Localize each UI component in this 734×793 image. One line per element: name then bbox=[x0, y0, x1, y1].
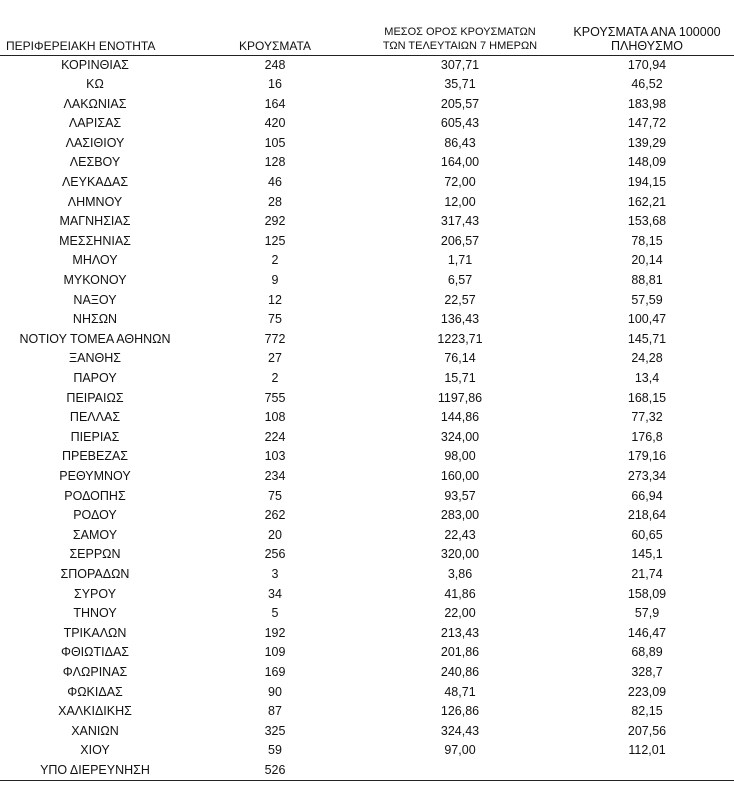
table-row bbox=[0, 428, 734, 448]
table-row bbox=[0, 55, 734, 75]
table-row bbox=[0, 447, 734, 467]
cell-cases: 59 bbox=[268, 743, 282, 758]
cases-table bbox=[0, 10, 734, 781]
cell-per100k: 168,15 bbox=[627, 390, 667, 405]
cell-per100k: 68,89 bbox=[631, 645, 663, 660]
cell-per100k: 82,15 bbox=[631, 704, 663, 719]
cell-region: ΝΟΤΙΟΥ ΤΟΜΕΑ ΑΘΗΝΩΝ bbox=[19, 331, 171, 346]
cell-region: ΦΘΙΩΤΙΔΑΣ bbox=[60, 645, 130, 660]
table-row bbox=[0, 389, 734, 409]
cell-cases: 420 bbox=[264, 116, 286, 131]
table-row bbox=[0, 585, 734, 605]
table-row bbox=[0, 310, 734, 330]
cell-per100k: 176,8 bbox=[631, 429, 663, 444]
cell-cases: 108 bbox=[264, 410, 286, 425]
cell-per100k: 207,56 bbox=[627, 723, 667, 738]
cell-avg7: 15,71 bbox=[444, 371, 476, 385]
cell-avg7: 93,57 bbox=[444, 488, 476, 503]
cell-avg7: 307,71 bbox=[440, 57, 480, 72]
cell-avg7: 1223,71 bbox=[437, 331, 483, 346]
table-row bbox=[0, 487, 734, 507]
cell-avg7: 213,43 bbox=[440, 625, 480, 640]
cell-region: ΧΑΛΚΙΔΙΚΗΣ bbox=[58, 704, 132, 719]
table-row bbox=[0, 545, 734, 565]
cell-cases: 224 bbox=[264, 429, 286, 444]
cell-cases: 325 bbox=[264, 723, 286, 738]
table-row bbox=[0, 624, 734, 644]
cell-avg7: 206,57 bbox=[440, 233, 480, 248]
table-row bbox=[0, 193, 734, 213]
table-row bbox=[0, 663, 734, 683]
cell-region: ΧΑΝΙΩΝ bbox=[71, 723, 119, 738]
cell-cases: 256 bbox=[264, 547, 286, 562]
cell-region: ΛΑΚΩΝΙΑΣ bbox=[63, 96, 127, 111]
cell-region: ΠΕΛΛΑΣ bbox=[69, 410, 121, 425]
header-per100k: ΚΡΟΥΣΜΑΤΑ ΑΝΑ 100000 ΠΛΗΘΥΣΜΟ bbox=[560, 10, 734, 55]
cell-cases: 5 bbox=[271, 606, 279, 621]
table-row bbox=[0, 741, 734, 761]
table-row bbox=[0, 369, 734, 389]
cell-avg7: 1,71 bbox=[447, 253, 473, 268]
cell-region: ΤΗΝΟΥ bbox=[73, 606, 117, 621]
cell-avg7: 317,43 bbox=[440, 214, 480, 229]
cell-per100k: 57,59 bbox=[631, 292, 663, 307]
cell-cases: 90 bbox=[268, 684, 282, 699]
cell-region: ΝΑΞΟΥ bbox=[73, 292, 117, 307]
cell-per100k: 146,47 bbox=[627, 625, 667, 640]
cell-per100k: 57,9 bbox=[634, 606, 660, 621]
cell-per100k: 273,34 bbox=[627, 468, 667, 483]
header-cases: ΚΡΟΥΣΜΑΤΑ bbox=[190, 10, 360, 55]
cell-avg7: 160,00 bbox=[440, 468, 480, 483]
cell-avg7: 320,00 bbox=[440, 547, 480, 562]
cell-cases: 9 bbox=[271, 273, 279, 288]
cell-region: ΦΛΩΡΙΝΑΣ bbox=[62, 664, 128, 679]
cell-region: ΡΟΔΟΠΗΣ bbox=[64, 488, 126, 503]
cell-avg7: 240,86 bbox=[440, 664, 480, 679]
table-row bbox=[0, 408, 734, 428]
cell-per100k: 88,81 bbox=[631, 273, 663, 288]
cell-per100k bbox=[560, 761, 734, 781]
cell-cases: 27 bbox=[268, 351, 282, 366]
table-header bbox=[0, 10, 734, 55]
cell-region: ΣΥΡΟΥ bbox=[73, 586, 117, 601]
cell-region: ΠΑΡΟΥ bbox=[73, 371, 117, 385]
cell-region: ΤΡΙΚΑΛΩΝ bbox=[63, 625, 127, 640]
cell-cases: 234 bbox=[264, 468, 286, 483]
cell-avg7: 6,57 bbox=[447, 273, 473, 288]
cell-region: ΛΗΜΝΟΥ bbox=[67, 194, 123, 209]
table-row bbox=[0, 643, 734, 663]
cell-per100k: 170,94 bbox=[627, 57, 667, 72]
cell-per100k: 183,98 bbox=[627, 96, 667, 111]
cell-avg7: 22,57 bbox=[444, 292, 476, 307]
table-row bbox=[0, 134, 734, 154]
cell-region: ΚΩ bbox=[86, 77, 104, 92]
cell-region: ΜΗΛΟΥ bbox=[72, 253, 118, 268]
cell-region: ΛΕΣΒΟΥ bbox=[69, 155, 121, 170]
cell-avg7: 22,43 bbox=[444, 527, 476, 542]
table-row bbox=[0, 153, 734, 173]
cell-avg7: 86,43 bbox=[444, 135, 476, 150]
cell-avg7: 35,71 bbox=[444, 77, 476, 92]
cell-region: ΛΑΡΙΣΑΣ bbox=[68, 116, 122, 131]
cell-per100k: 66,94 bbox=[631, 488, 663, 503]
table-body bbox=[0, 55, 734, 781]
header-avg7: ΜΕΣΟΣ ΟΡΟΣ ΚΡΟΥΣΜΑΤΩΝ ΤΩΝ ΤΕΛΕΥΤΑΙΩΝ 7 ΗΜΕΡΩΝ bbox=[360, 10, 560, 55]
cell-cases: 292 bbox=[264, 214, 286, 229]
cell-region: ΠΡΕΒΕΖΑΣ bbox=[61, 449, 129, 464]
table-row bbox=[0, 506, 734, 526]
cell-avg7: 136,43 bbox=[440, 312, 480, 327]
cell-cases: 20 bbox=[268, 527, 282, 542]
cell-cases: 128 bbox=[264, 155, 286, 170]
cell-per100k: 153,68 bbox=[627, 214, 667, 229]
cell-per100k: 194,15 bbox=[627, 175, 667, 190]
cell-avg7: 324,00 bbox=[440, 429, 480, 444]
cell-per100k: 218,64 bbox=[627, 508, 667, 523]
cell-avg7: 144,86 bbox=[440, 410, 480, 425]
cell-region: ΝΗΣΩΝ bbox=[72, 312, 118, 327]
cell-per100k: 162,21 bbox=[627, 194, 667, 209]
cell-cases: 772 bbox=[264, 331, 286, 346]
table-row bbox=[0, 232, 734, 252]
cell-avg7: 3,86 bbox=[447, 566, 473, 581]
cell-cases: 248 bbox=[264, 57, 286, 72]
table-row bbox=[0, 271, 734, 291]
cell-cases: 75 bbox=[268, 488, 282, 503]
cell-cases: 526 bbox=[190, 761, 360, 781]
cell-region: ΜΕΣΣΗΝΙΑΣ bbox=[59, 233, 131, 248]
cell-cases: 75 bbox=[268, 312, 282, 327]
table-row bbox=[0, 761, 734, 781]
cell-cases: 192 bbox=[264, 625, 286, 640]
cell-cases: 103 bbox=[264, 449, 286, 464]
cell-cases: 169 bbox=[264, 664, 286, 679]
cell-cases: 125 bbox=[264, 233, 286, 248]
cell-avg7 bbox=[360, 761, 560, 781]
cell-per100k: 13,4 bbox=[634, 371, 660, 385]
cell-per100k: 158,09 bbox=[627, 586, 667, 601]
cell-avg7: 201,86 bbox=[440, 645, 480, 660]
table-row bbox=[0, 212, 734, 232]
table-row bbox=[0, 75, 734, 95]
cell-avg7: 324,43 bbox=[440, 723, 480, 738]
cell-per100k: 179,16 bbox=[627, 449, 667, 464]
cell-per100k: 24,28 bbox=[631, 351, 663, 366]
cell-region: ΚΟΡΙΝΘΙΑΣ bbox=[61, 57, 129, 72]
cell-cases: 2 bbox=[271, 371, 279, 385]
cell-avg7: 205,57 bbox=[440, 96, 480, 111]
header-region: ΠΕΡΙΦΕΡΕΙΑΚΗ ΕΝΟΤΗΤΑ bbox=[0, 10, 190, 55]
cell-avg7: 76,14 bbox=[444, 351, 476, 366]
table-row bbox=[0, 526, 734, 546]
cell-region: ΣΠΟΡΑΔΩΝ bbox=[60, 566, 130, 581]
cell-cases: 3 bbox=[271, 566, 279, 581]
cell-avg7: 98,00 bbox=[444, 449, 476, 464]
cell-per100k: 112,01 bbox=[628, 743, 666, 758]
cell-per100k: 78,15 bbox=[631, 233, 663, 248]
cell-cases: 28 bbox=[268, 194, 282, 209]
cell-avg7: 126,86 bbox=[440, 704, 480, 719]
cell-region: ΥΠΟ ΔΙΕΡΕΥΝΗΣΗ bbox=[0, 761, 190, 781]
table-row bbox=[0, 722, 734, 742]
cell-cases: 164 bbox=[264, 96, 286, 111]
table-row bbox=[0, 604, 734, 624]
cell-avg7: 22,00 bbox=[444, 606, 476, 621]
cell-per100k: 60,65 bbox=[631, 527, 663, 542]
cell-region: ΣΑΜΟΥ bbox=[72, 527, 118, 542]
cell-avg7: 164,00 bbox=[440, 155, 480, 170]
cell-region: ΛΕΥΚΑΔΑΣ bbox=[61, 175, 129, 190]
cell-avg7: 283,00 bbox=[440, 508, 480, 523]
cell-avg7: 12,00 bbox=[444, 194, 476, 209]
table-row bbox=[0, 251, 734, 271]
cell-avg7: 1197,86 bbox=[437, 390, 483, 405]
cell-avg7: 605,43 bbox=[440, 116, 480, 131]
cell-cases: 34 bbox=[268, 586, 282, 601]
table-row bbox=[0, 291, 734, 311]
cell-region: ΠΕΙΡΑΙΩΣ bbox=[66, 390, 124, 405]
cell-per100k: 21,74 bbox=[631, 566, 663, 581]
cell-per100k: 20,14 bbox=[631, 253, 663, 268]
cell-per100k: 77,32 bbox=[631, 410, 663, 425]
cell-region: ΜΥΚΟΝΟΥ bbox=[63, 273, 127, 288]
cell-per100k: 139,29 bbox=[627, 135, 667, 150]
cell-cases: 262 bbox=[264, 508, 286, 523]
cell-avg7: 48,71 bbox=[444, 684, 476, 699]
cell-per100k: 147,72 bbox=[627, 116, 667, 131]
cell-region: ΠΙΕΡΙΑΣ bbox=[70, 429, 120, 444]
table-row bbox=[0, 330, 734, 350]
cell-cases: 87 bbox=[268, 704, 282, 719]
cell-avg7: 97,00 bbox=[444, 743, 476, 758]
cell-region: ΛΑΣΙΘΙΟΥ bbox=[65, 135, 125, 150]
cell-per100k: 223,09 bbox=[627, 684, 667, 699]
table-row bbox=[0, 95, 734, 115]
cell-cases: 2 bbox=[271, 253, 279, 268]
cell-cases: 46 bbox=[268, 175, 282, 190]
table-row bbox=[0, 702, 734, 722]
table-row bbox=[0, 467, 734, 487]
table-row bbox=[0, 114, 734, 134]
cell-per100k: 145,1 bbox=[631, 547, 663, 562]
table-row bbox=[0, 565, 734, 585]
cell-region: ΧΙΟΥ bbox=[80, 743, 110, 758]
cell-region: ΞΑΝΘΗΣ bbox=[69, 351, 121, 366]
cell-region: ΣΕΡΡΩΝ bbox=[69, 547, 121, 562]
cell-region: ΡΕΘΥΜΝΟΥ bbox=[59, 468, 131, 483]
cell-cases: 16 bbox=[268, 77, 282, 92]
table-row bbox=[0, 173, 734, 193]
cell-cases: 755 bbox=[264, 390, 286, 405]
cell-avg7: 41,86 bbox=[444, 586, 476, 601]
cell-cases: 105 bbox=[264, 135, 286, 150]
cell-cases: 109 bbox=[264, 645, 286, 660]
cell-cases: 12 bbox=[268, 292, 282, 307]
table-row bbox=[0, 683, 734, 703]
cell-per100k: 46,52 bbox=[631, 77, 663, 92]
cell-per100k: 328,7 bbox=[631, 664, 663, 679]
cell-per100k: 100,47 bbox=[627, 312, 667, 327]
cell-region: ΡΟΔΟΥ bbox=[73, 508, 117, 523]
cell-per100k: 148,09 bbox=[627, 155, 667, 170]
cell-per100k: 145,71 bbox=[627, 331, 667, 346]
cell-avg7: 72,00 bbox=[444, 175, 476, 190]
cell-region: ΦΩΚΙΔΑΣ bbox=[67, 684, 123, 699]
cell-region: ΜΑΓΝΗΣΙΑΣ bbox=[59, 214, 131, 229]
table-row bbox=[0, 349, 734, 369]
